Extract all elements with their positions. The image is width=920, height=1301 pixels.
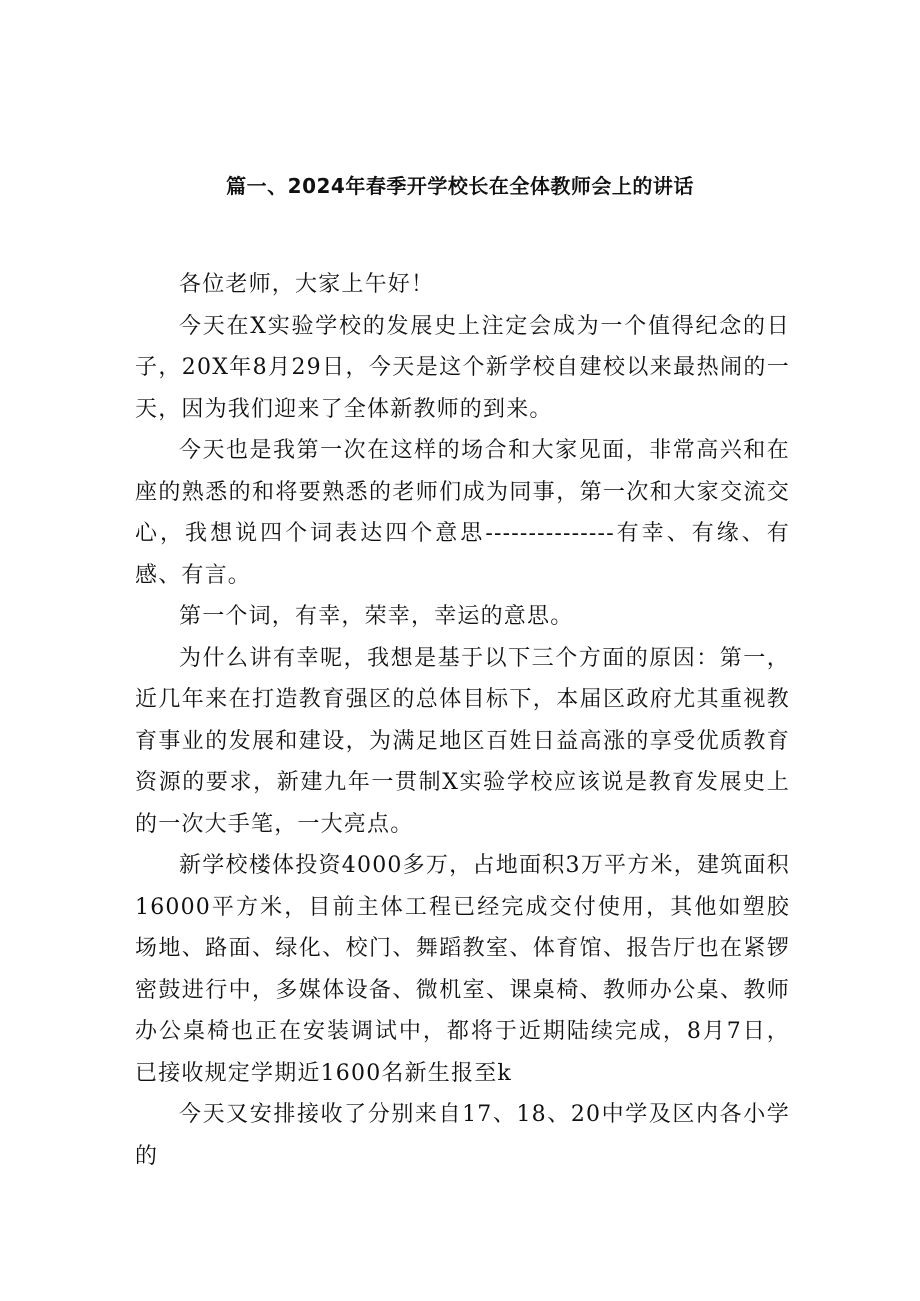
paragraph-greeting: 各位老师，大家上午好！: [179, 272, 435, 297]
paragraph: 新学校楼体投资4000多万，占地面积3万平方米，建筑面积16000平方米，目前主体工程已经完成交付使用，其他如塑胶场地、路面、绿化、校门、舞蹈教室、体育馆、报告厅也在紧锣密鼓进行中，多媒体设备、微机室、课桌椅、教师办公桌、教师办公桌椅也正在安装调试中，都将于近期陆续完成，8月7日，已接收规定学期近1600名新生报至k: [135, 853, 790, 1086]
paragraph: 为什么讲有幸呢，我想是基于以下三个方面的原因：第一，近几年来在打造教育强区的总体目标下，本届区政府尤其重视教育事业的发展和建设，为满足地区百姓日益高涨的享受优质教育资源的要求，新建九年一贯制X实验学校应该说是教育发展史上的一次大手笔，一大亮点。: [135, 645, 790, 837]
document-body: [135, 264, 790, 1177]
paragraph: 今天也是我第一次在这样的场合和大家见面，非常高兴和在座的熟悉的和将要熟悉的老师们成为同事，第一次和大家交流交心，我想说四个词表达四个意思---------------有幸、有缘、有感、有言。: [135, 438, 790, 588]
paragraph: 今天在X实验学校的发展史上注定会成为一个值得纪念的日子，20X年8月29日，今天是这个新学校自建校以来最热闹的一天，因为我们迎来了全体新教师的到来。: [135, 313, 790, 422]
paragraph: 今天又安排接收了分别来自17、18、20中学及区内各小学的: [135, 1102, 790, 1169]
document-title: 篇一、2024年春季开学校长在全体教师会上的讲话: [226, 174, 694, 198]
paragraph: 第一个词，有幸，荣幸，幸运的意思。: [179, 604, 574, 629]
